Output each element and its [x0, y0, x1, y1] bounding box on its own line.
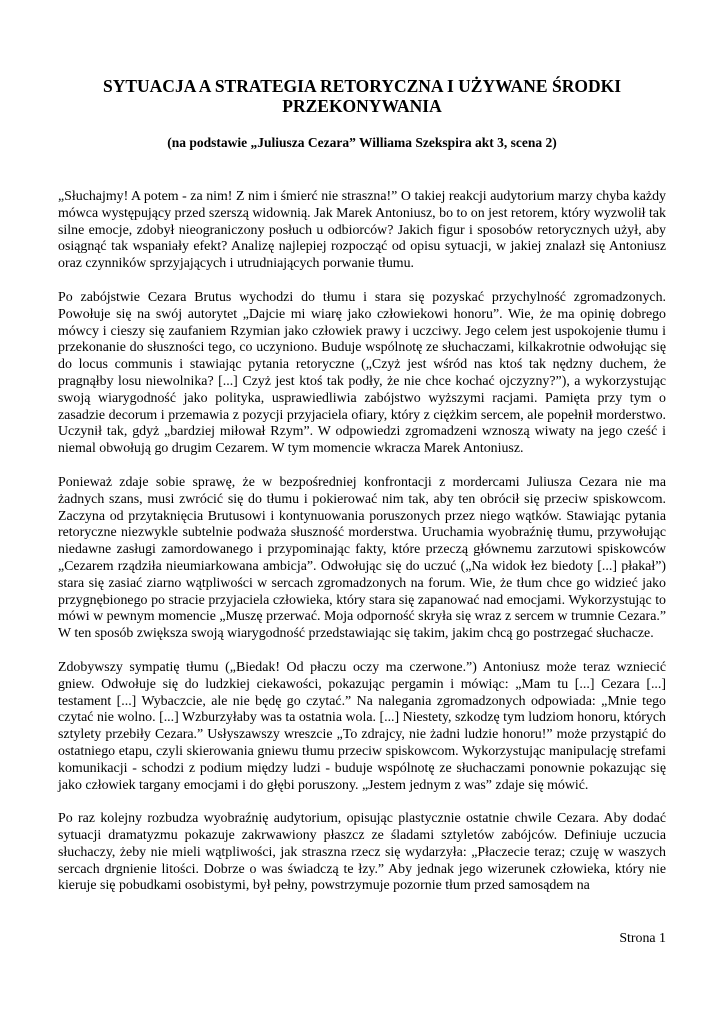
- page-number: Strona 1: [619, 931, 666, 946]
- page-subtitle: (na podstawie „Juliusza Cezara” Williama Szekspira akt 3, scena 2): [167, 135, 557, 150]
- paragraph: „Słuchajmy! A potem - za nim! Z nim i śmierć nie straszna!” O takiej reakcji audytorium marzy chyba każdy mówca występujący przed szerszą widownią. Jak Marek Antoniusz, bo to on jest retorem, który wyzwolił tak silne emocje, zdobył nieograniczony posłuch u odbiorców? Jakich figur i sposobów retorycznych użył, aby osiągnąć tak wspaniały efekt? Analizę najlepiej rozpocząć od opisu sytuacji, w jakiej znalazł się Antoniusz oraz czynników sprzyjających i utrudniających porwanie tłumu.: [58, 189, 666, 272]
- paragraph: Po raz kolejny rozbudza wyobraźnię audytorium, opisując plastycznie ostatnie chwile Cezara. Aby dodać sytuacji dramatyzmu pokazuje zakrwawiony płaszcz ze śladami sztyletów zabójców. Definiuje uczucia słuchaczy, żeby nie mieli wątpliwości, jak straszna rzecz się wydarzyła: „Płaczecie teraz; czuję w waszych sercach drgnienie litości. Dobrze o was świadczą te łzy.” Aby jednak jego wizerunek człowieka, który nie kieruje się pobudkami osobistymi, był pełny, powstrzymuje pozornie tłum przed samosądem na: [58, 811, 666, 894]
- document-body: [58, 189, 666, 895]
- paragraph: Ponieważ zdaje sobie sprawę, że w bezpośredniej konfrontacji z mordercami Juliusza Cezara nie ma żadnych szans, musi zwrócić się do tłumu i pokierować nim tak, aby ten obrócił się przeciw spiskowcom. Zaczyna od przytaknięcia Brutusowi i kontynuowania poruszonych przez niego wątków. Stawiając pytania retoryczne niezwykle subtelnie podważa słuszność morderstwa. Uruchamia wyobraźnię tłumu, przywołując niedawne zasługi zamordowanego i przypominając fakty, które przeczą głównemu zarzutowi spiskowców „Cezarem rządziła nieumiarkowana ambicja”. Odwołując się do uczuć („Na widok łez biedoty [...] płakał”) stara się zasiać ziarno wątpliwości w sercach zgromadzonych na forum. Wie, że tłum chce go widzieć jako przygnębionego po stracie przyjaciela człowieka, który stara się zapanować nad emocjami. Wykorzystując to mówi w pewnym momencie „Muszę przerwać. Moja odporność skryła się wraz z sercem w trumnie Cezara.” W ten sposób zwiększa swoją wiarygodność przedstawiając się takim, jakim chcą go postrzegać słuchacze.: [58, 474, 666, 642]
- page-title: SYTUACJA A STRATEGIA RETORYCZNA I UŻYWANE ŚRODKI PRZEKONYWANIA: [102, 76, 622, 116]
- paragraph: Zdobywszy sympatię tłumu („Biedak! Od płaczu oczy ma czerwone.”) Antoniusz może teraz wzniecić gniew. Odwołuje się do ludzkiej ciekawości, pokazując pergamin i mówiąc: „Mam tu [...] Cezara [...] testament [...] Wybaczcie, ale nie będę go czytać.” Na nalegania zgromadzonych odpowiada: „Mnie tego czytać nie wolno. [...] Wzburzyłaby was ta ostatnia wola. [...] Niestety, szkodzę tym ludziom honoru, których sztylety przebiły Cezara.” Usłyszawszy wreszcie „To zdrajcy, nie żadni ludzie honoru!” może przystąpić do ostatniego etapu, czyli skierowania gniewu tłumu przeciw spiskowcom. Wykorzystując manipulację strefami komunikacji - schodzi z podium między ludzi - buduje wspólnotę ze słuchaczami ponownie pokazując się jako człowiek targany emocjami i do głębi poruszony. „Jestem jednym z was” zdaje się mówić.: [58, 659, 666, 793]
- paragraph: Po zabójstwie Cezara Brutus wychodzi do tłumu i stara się pozyskać przychylność zgromadzonych. Powołuje się na swój autorytet „Dajcie mi wiarę jako człowiekowi honoru”. Wie, że ma opinię dobrego mówcy i cieszy się zaufaniem Rzymian jako człowiek prawy i uczciwy. Jego celem jest uspokojenie tłumu i przekonanie do słuszności tego, co uczyniono. Buduje wspólnotę ze słuchaczami, kilkakrotnie odwołując się do locus communis i stawiając pytania retoryczne („Czyż jest wśród nas ktoś tak nędzny duchem, że pragnąłby losu niewolnika? [...] Czyż jest ktoś tak podły, że nie chce kochać ojczyzny?”), a wykorzystując swoją wiarygodność jako polityka, usprawiedliwia zabójstwo wyższymi racjami. Pamięta przy tym o zasadzie decorum i przemawia z pozycji przyjaciela ofiary, który z ciężkim sercem, ale popełnił morderstwo. Uczynił tak, gdyż „bardziej miłował Rzym”. W odpowiedzi zgromadzeni wznoszą wiwaty na jego cześć i niemal obwołują go drugim Cezarem. W tym momencie wkracza Marek Antoniusz.: [58, 289, 666, 457]
